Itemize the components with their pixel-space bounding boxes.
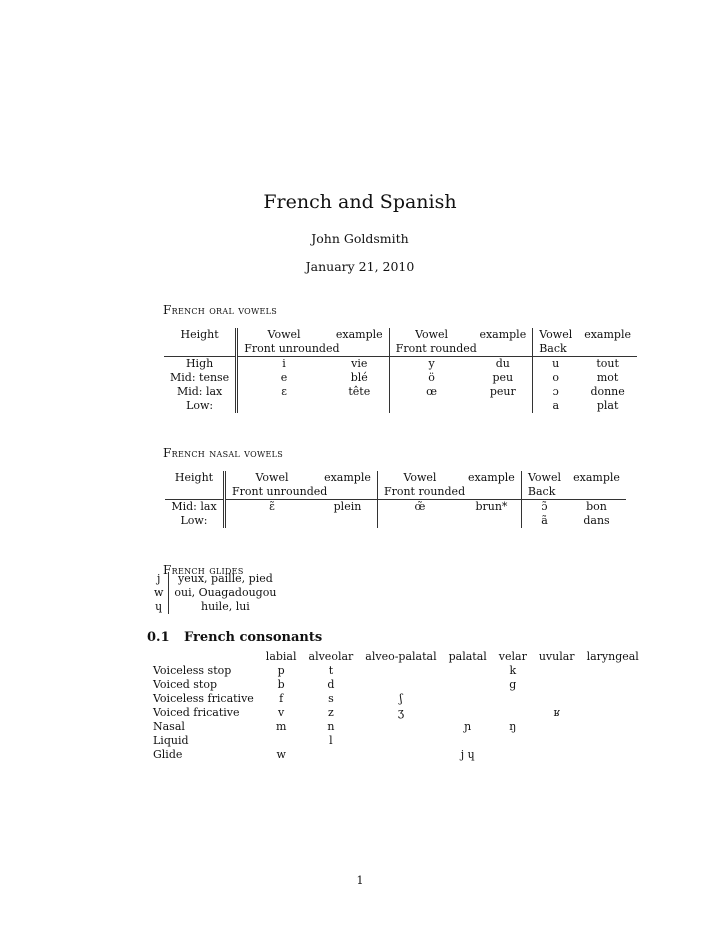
table-cell: mot [596,371,619,384]
table-cell: Voiceless stop [153,664,232,677]
table-cell [330,399,389,413]
table-cell: tout [596,357,619,370]
group-cell: Front rounded [389,342,533,357]
table-cell: Voiced stop [153,678,218,691]
table-cell: Low: [164,399,237,413]
table-cell: ʁ [553,706,560,719]
table-cell [225,514,319,528]
table-row [147,720,645,734]
glides-caption: French glides [163,563,244,577]
table-cell: ɛ̃ [269,500,275,513]
table-cell [581,678,645,692]
table-cell: huile, lui [200,600,250,613]
header-cell [147,650,260,664]
header-cell: example [330,328,389,342]
table-cell [533,748,581,762]
table-cell [443,706,493,720]
table-row [164,399,637,413]
table-cell [443,678,493,692]
table-cell [237,399,330,413]
table-cell [389,399,473,413]
table-cell [581,692,645,706]
table-row [147,748,645,762]
header-cell: example [473,328,532,342]
header-cell: Height [165,471,225,485]
paper-author: John Goldsmith [311,231,409,246]
table-cell: ɲ [464,720,472,733]
table-cell [493,706,533,720]
oral-vowels-table [164,328,637,413]
table-cell: ɛ [281,385,287,398]
table-cell: p [277,664,285,677]
table-cell [443,692,493,706]
table-cell: œ̃ [414,500,426,513]
header-cell: Vowel [539,328,573,341]
table-cell [359,748,442,762]
table-cell: Voiced fricative [153,706,240,719]
table-cell [318,514,377,528]
header-cell: palatal [448,650,487,663]
table-cell: blé [330,371,389,385]
table-row [147,734,645,748]
table-row [165,514,626,528]
paper-date: January 21, 2010 [305,259,415,274]
table-cell [443,664,493,678]
table-cell: z [328,706,334,719]
paper-title: French and Spanish [263,191,457,213]
nasal-vowels-table [165,471,626,528]
table-cell: plein [318,500,377,515]
table-cell: ʃ [399,692,403,705]
header-cell: example [318,471,377,485]
table-cell [533,720,581,734]
table-row [164,371,637,385]
oral-vowels-caption: French oral vowels [163,303,278,317]
table-cell: b [277,678,285,691]
table-cell [303,748,360,762]
group-cell: Front rounded [377,485,521,500]
table-cell: i [282,357,286,370]
nasal-vowels-caption: French nasal vowels [163,446,284,460]
table-cell: g [509,678,517,691]
group-cell: Front unrounded [225,485,378,500]
table-cell: a [552,399,559,412]
table-cell: plat [596,399,619,412]
table-cell [581,720,645,734]
table-group-row [164,342,637,357]
section-title: French consonants [184,630,323,645]
table-cell: tête [330,385,389,399]
table-cell [359,664,442,678]
table-header-row [164,328,637,342]
table-cell: Mid: tense [164,371,237,385]
table-cell: Voiceless fricative [153,692,254,705]
table-cell [359,734,442,748]
header-cell: example [584,328,631,341]
header-cell: velar [498,650,527,663]
table-cell [493,734,533,748]
table-cell [581,748,645,762]
header-cell: labial [265,650,297,663]
table-cell [443,734,493,748]
table-cell: u [552,357,560,370]
table-cell: peur [473,385,532,399]
group-cell [164,342,237,357]
table-row [165,500,626,515]
table-header-row [165,471,626,485]
table-cell: m [275,720,287,733]
table-cell [377,514,462,528]
table-cell: Mid: lax [165,500,225,515]
table-row [147,706,645,720]
table-cell: j ɥ [460,748,475,761]
table-row [147,678,645,692]
header-cell: alveo-palatal [365,650,437,663]
table-cell: j [149,572,169,586]
table-row [147,664,645,678]
table-cell: yeux, paille, pied [178,572,273,585]
table-cell: k [509,664,517,677]
table-cell [581,734,645,748]
header-cell: Height [164,328,237,342]
table-cell [581,664,645,678]
header-cell: Vowel [267,328,301,341]
table-cell [533,678,581,692]
glides-table [149,572,281,614]
table-cell: v [278,706,285,719]
table-cell [359,678,442,692]
table-cell: Liquid [153,734,189,747]
table-cell [493,692,533,706]
table-cell: Mid: lax [164,385,237,399]
table-row [147,692,645,706]
table-cell [260,734,303,748]
table-cell [581,706,645,720]
header-cell: example [573,471,620,484]
table-cell: o [552,371,560,384]
table-cell: ã [541,514,548,527]
section-heading [147,630,322,645]
table-cell: ŋ [509,720,517,733]
table-cell: ɔ̃ [541,500,548,513]
table-cell: donne [590,385,625,398]
header-cell: alveolar [308,650,354,663]
page-number: 1 [356,874,364,887]
table-cell: n [327,720,335,733]
group-cell: Front unrounded [237,342,389,357]
header-cell: Vowel [415,328,449,341]
header-cell: Vowel [527,471,561,484]
table-cell: ɔ [552,385,559,398]
table-cell: ö [428,371,435,384]
table-cell: y [428,357,435,370]
table-cell: Low: [165,514,225,528]
table-cell: Nasal [153,720,185,733]
header-cell: uvular [538,650,575,663]
header-cell: Vowel [403,471,437,484]
table-cell: Glide [153,748,183,761]
table-cell: l [329,734,333,747]
table-cell: High [164,357,237,372]
table-cell: du [473,357,532,372]
table-row [164,357,637,372]
table-cell: œ [426,385,437,398]
group-cell: Back [533,342,637,357]
table-cell [462,514,521,528]
header-cell: Vowel [255,471,289,484]
table-cell: f [279,692,284,705]
section-number: 0.1 [147,630,170,645]
table-row [149,572,281,586]
table-cell [533,692,581,706]
consonants-table [147,650,645,762]
table-row [164,385,637,399]
table-cell: brun* [462,500,521,515]
table-cell: w [149,586,169,600]
table-cell [473,399,532,413]
group-cell: Back [521,485,626,500]
table-cell: d [327,678,335,691]
header-cell: example [462,471,521,485]
table-row [149,586,281,600]
table-cell [359,720,442,734]
table-cell: ʒ [397,706,405,719]
table-cell: ɥ [149,600,169,614]
table-cell [533,734,581,748]
table-cell: oui, Ouagadougou [174,586,277,599]
table-cell: bon [586,500,607,513]
table-header-row [147,650,645,664]
table-cell: peu [473,371,532,385]
table-cell [493,748,533,762]
table-cell: w [276,748,286,761]
table-cell: dans [583,514,610,527]
table-cell: s [328,692,334,705]
group-cell [165,485,225,500]
table-row [149,600,281,614]
table-cell: e [280,371,288,384]
table-cell [533,664,581,678]
table-cell: vie [330,357,389,372]
table-group-row [165,485,626,500]
header-cell: laryngeal [586,650,639,663]
table-cell: t [328,664,334,677]
